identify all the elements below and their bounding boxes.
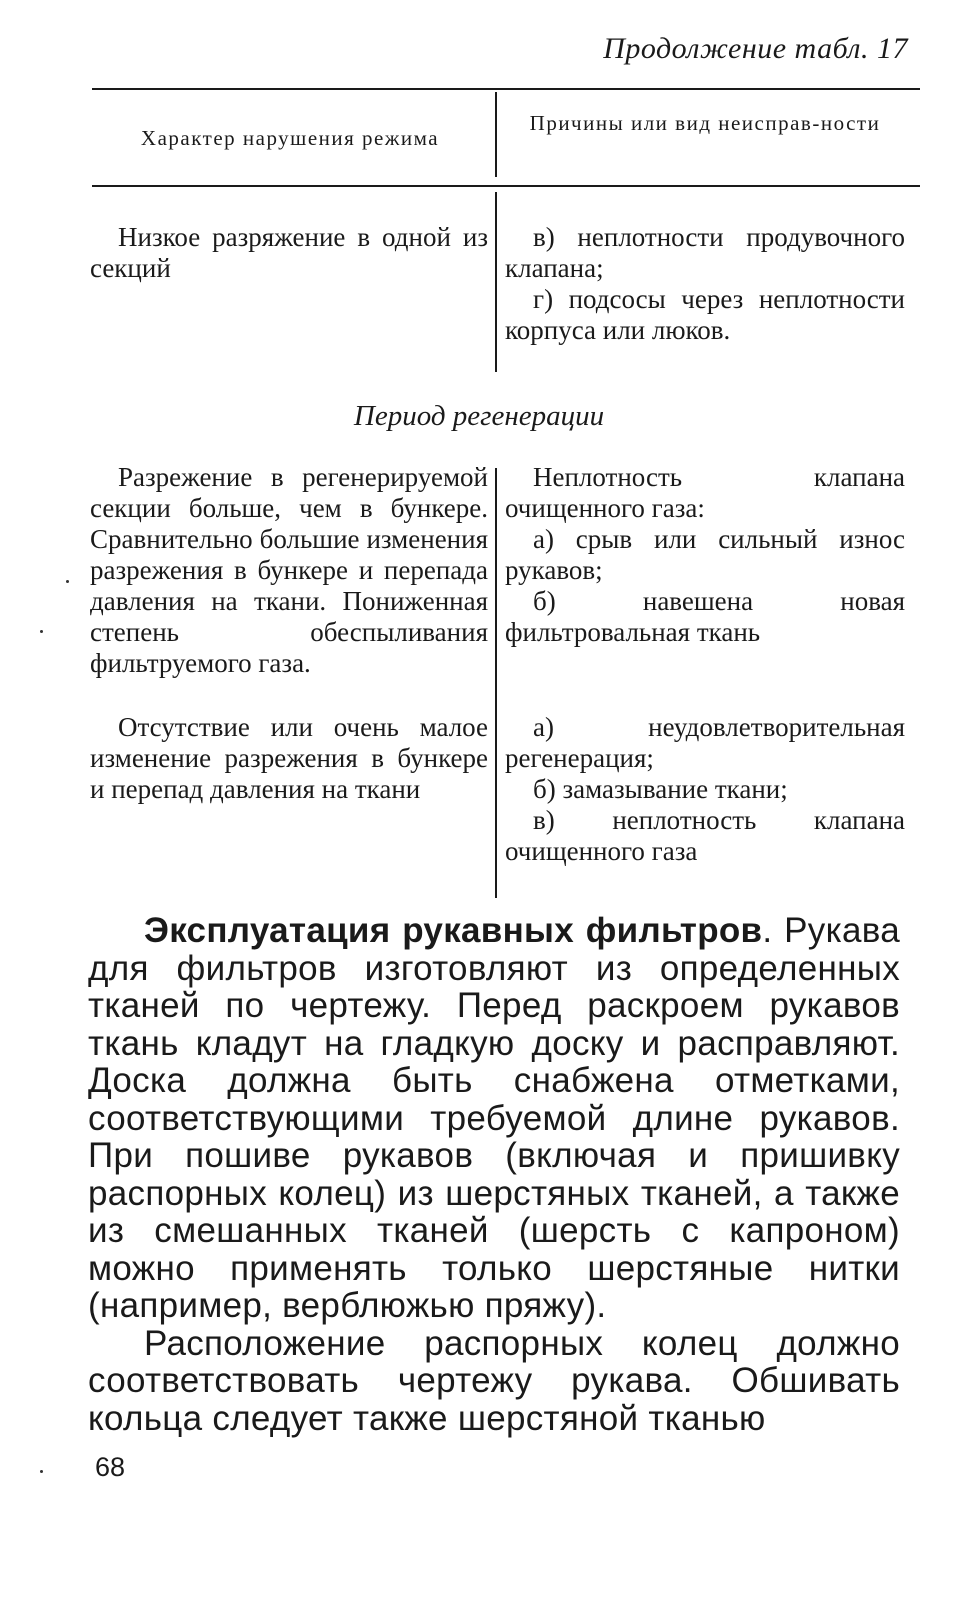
row1-column-divider <box>495 192 497 372</box>
row2-cause-item: Неплотность клапана очищенного газа: <box>505 462 905 523</box>
row2-cause-cell <box>505 462 905 648</box>
row3-cause-item: б) замазывание ткани; <box>533 774 788 804</box>
scan-speck <box>66 580 69 583</box>
table-top-rule <box>92 88 920 90</box>
table-continuation-label: Продолжение табл. 17 <box>603 32 908 65</box>
column-header-cause: Причины или вид неисправ-ности <box>529 111 881 135</box>
row2-cause-item: а) срыв или сильный износ рукавов; <box>505 524 905 585</box>
row1-cause-cell <box>505 222 905 346</box>
body-paragraph: Расположение распорных колец должно соответствовать чертежу рукава. Обшивать кольца следует также шерстяной тканью <box>88 1323 900 1438</box>
regeneration-column-divider <box>495 468 497 898</box>
row3-cause-cell <box>505 712 905 867</box>
row3-violation-cell <box>90 712 488 805</box>
body-paragraph-text: . Рукава для фильтров изготовляют из определенных тканей по чертежу. Перед раскроем рукавов ткань кладут на гладкую доску и расправляют. Доска должна быть снабжена отметками, соответствующими требуемой длине рукавов. При пошиве рукавов (включая и пришивку распорных колец) из шерстяных тканей, а также из смешанных тканей (шерсть с капроном) можно применять только шерстяные нитки (например, верблюжью пряжу). <box>88 911 901 1325</box>
table-header-rule <box>92 185 920 187</box>
row2-violation-text: Разрежение в регенерируемой секции больше, чем в бункере. Сравнительно большие изменения разрежения в бункере и перепада давления на ткани. Пониженная степень обеспыливания фильтруемого газа. <box>90 462 488 678</box>
row1-cause-item: в) неплотности продувочного клапана; <box>505 222 905 283</box>
body-heading: Эксплуатация рукавных фильтров <box>144 911 763 950</box>
header-column-divider <box>495 92 497 177</box>
scan-speck <box>40 630 43 633</box>
section-title-regeneration: Период регенерации <box>353 400 605 432</box>
row3-violation-text: Отсутствие или очень малое изменение разрежения в бункере и перепад давления на ткани <box>90 712 488 804</box>
row1-cause-item: г) подсосы через неплотности корпуса или люков. <box>505 284 905 345</box>
page-number: 68 <box>95 1452 126 1482</box>
row2-violation-cell <box>90 462 488 679</box>
row1-violation-text: Низкое разряжение в одной из секций <box>90 222 488 283</box>
row2-cause-item: б) навешена новая фильтровальная ткань <box>505 586 905 647</box>
column-header-violation: Характер нарушения режима <box>140 126 440 150</box>
row3-cause-item: а) неудовлетворительная регенерация; <box>505 712 905 773</box>
row3-cause-item: в) неплотность клапана очищенного газа <box>505 805 905 866</box>
body-paragraph <box>88 912 900 1325</box>
scan-speck <box>40 1470 43 1473</box>
row1-violation-cell <box>90 222 488 284</box>
body-text <box>88 912 900 1437</box>
